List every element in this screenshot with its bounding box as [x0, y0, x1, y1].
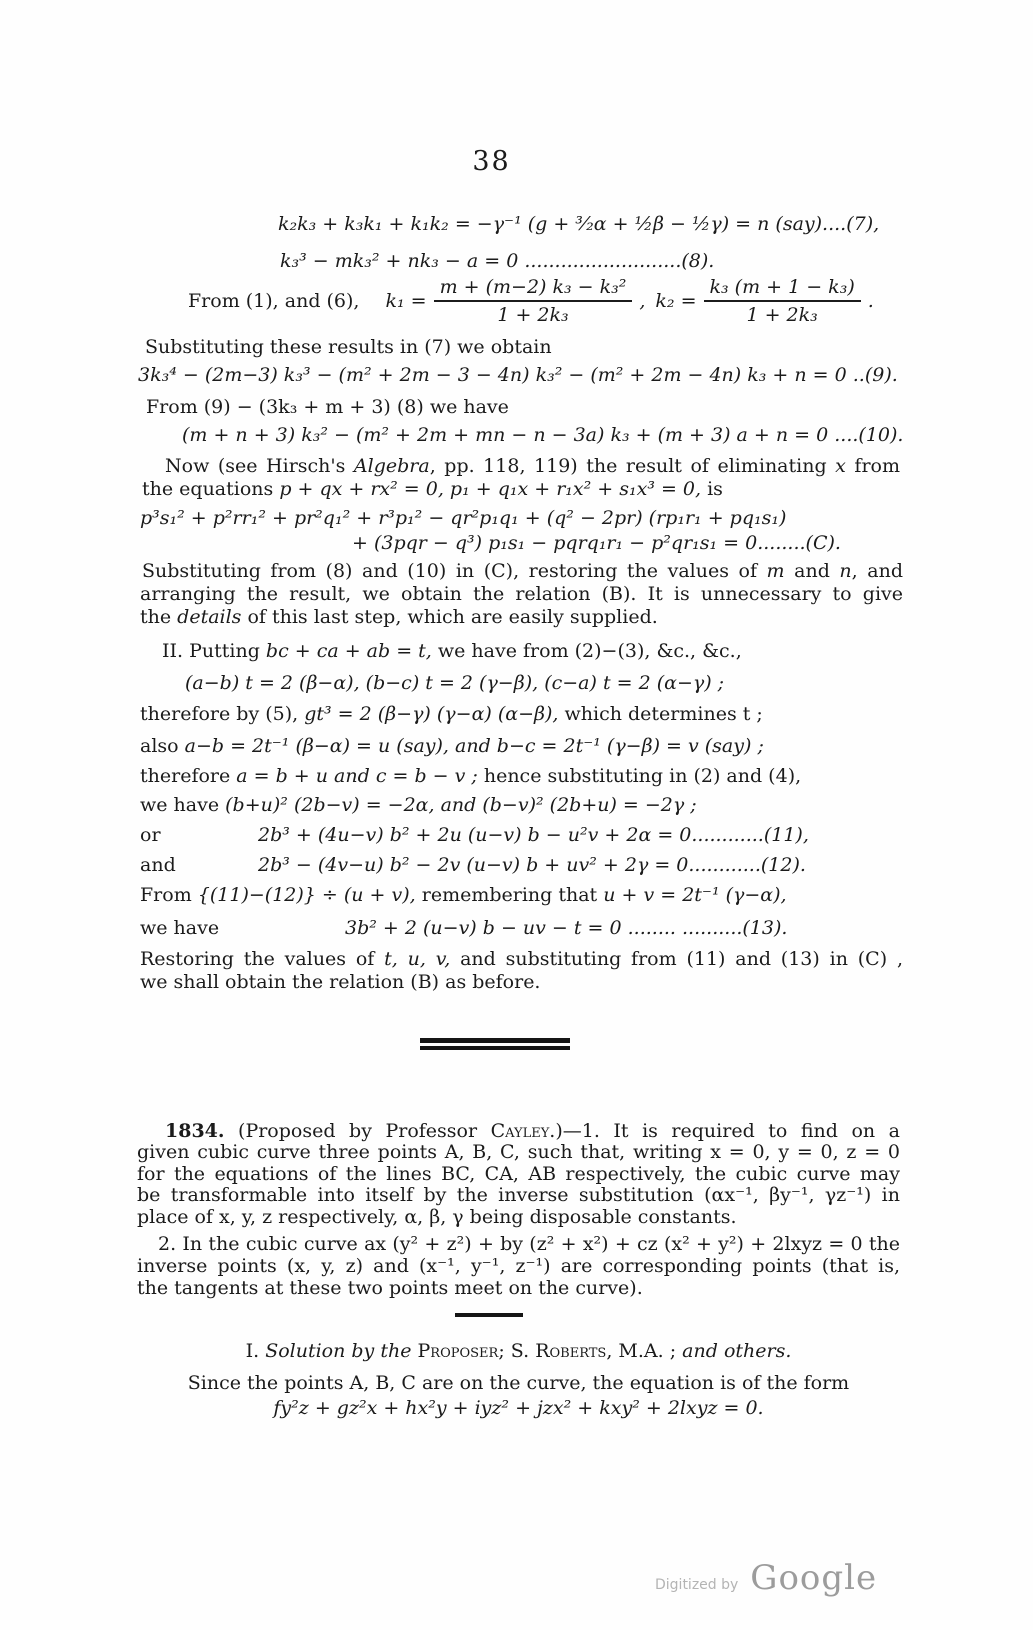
text-segment: we have	[140, 794, 226, 816]
page-number: 38	[472, 146, 511, 177]
text-segment: we have from (2)−(3), &c., &c.,	[431, 640, 742, 662]
k2-fraction	[704, 276, 861, 327]
equation-12: 2b³ − (4v−u) b² − 2v (u−v) b + uv² + 2γ = 0............(12).	[258, 854, 806, 876]
math-segment: p + qx + rx² = 0, p₁ + q₁x + r₁x² + s₁x³ = 0,	[279, 478, 702, 500]
math-segment: (b+u)² (2b−v) = −2α, and (b−v)² (2b+u) = −2γ ;	[225, 794, 697, 816]
text-segment: ;	[663, 1340, 683, 1362]
digitized-watermark	[655, 1558, 877, 1598]
math-segment: a−b = 2t⁻¹ (β−α) = u (say), and b−c = 2t⁻¹ (γ−β) = v (say) ;	[184, 735, 764, 757]
text-segment: and	[784, 560, 840, 582]
single-rule-divider	[455, 1313, 523, 1317]
problem-1834-line3: for the equations of the lines BC, CA, AB respectively, the cubic curve may	[137, 1163, 900, 1185]
text-segment: Substituting from (8) and (10) in (C), restoring the values of	[142, 560, 767, 582]
restoring-line1	[140, 948, 903, 970]
equation-10: (m + n + 3) k₃² − (m² + 2m + mn − n − 3a) k₃ + (m + 3) a + n = 0 ....(10).	[182, 424, 904, 446]
from-11-12-line	[140, 884, 787, 906]
smallcaps-roberts: S. Roberts, M.A.	[510, 1340, 664, 1362]
solution-heading	[137, 1340, 900, 1362]
equation-C-line1: p³s₁² + p²rr₁² + pr²q₁² + r³p₁² − qr²p₁q₁ + (q² − 2pr) (rp₁r₁ + pq₁s₁)	[140, 507, 787, 529]
from-1-6-label: From (1), and (6),	[188, 290, 360, 313]
equation-11: 2b³ + (4u−v) b² + 2u (u−v) b − u²v + 2α = 0............(11),	[258, 824, 809, 846]
paragraph-substituting-line2: arranging the result, we obtain the relation (B). It is unnecessary to give	[140, 583, 903, 605]
text-segment: ;	[498, 1340, 511, 1362]
text-segment: is	[701, 478, 723, 500]
math-segment: {(11)−(12)} ÷ (u + v),	[197, 884, 416, 906]
k2-denominator: 1 + 2k₃	[746, 304, 818, 327]
italic-m: m	[766, 560, 785, 582]
equation-13: 3b² + 2 (u−v) b − uv − t = 0 ........ ..........(13).	[345, 917, 788, 939]
text-substituting-7: Substituting these results in (7) we obtain	[145, 336, 552, 358]
smallcaps-proposer: Proposer	[417, 1340, 499, 1362]
paragraph-substituting-line1	[142, 560, 903, 582]
equation-11-line	[140, 824, 809, 846]
equation-abt: (a−b) t = 2 (β−α), (b−c) t = 2 (γ−β), (c−a) t = 2 (α−γ) ;	[185, 672, 725, 694]
equation-13-line	[140, 917, 787, 939]
paragraph-substituting-line3	[140, 606, 658, 628]
text-segment: , and	[851, 560, 903, 582]
problem-number: 1834.	[165, 1120, 225, 1142]
period: .	[867, 290, 874, 313]
or-label: or	[140, 824, 161, 846]
italic-algebra: Algebra	[353, 455, 430, 477]
solution-since-line: Since the points A, B, C are on the curve, the equation is of the form	[187, 1372, 850, 1394]
italic-x: x	[835, 455, 846, 477]
text-segment: of this last step, which are easily supplied.	[241, 606, 658, 628]
math-segment: t, u, v,	[384, 948, 451, 970]
text-segment: also	[140, 735, 185, 757]
text-segment: , pp. 118, 119) the result of eliminating	[429, 455, 836, 477]
text-segment: therefore	[140, 765, 237, 787]
text-from-9: From (9) − (3k₃ + m + 3) (8) we have	[146, 396, 509, 418]
text-segment: II. Putting	[162, 640, 266, 662]
comma: ,	[639, 290, 646, 313]
text-segment: (Proposed by Professor	[224, 1120, 491, 1142]
text-segment: hence substituting in (2) and (4),	[477, 765, 802, 787]
problem-1834-line4: be transformable into itself by the inverse substitution (αx⁻¹, βy⁻¹, γz⁻¹) in	[137, 1184, 900, 1206]
text-segment: which determines t ;	[558, 703, 763, 725]
equation-12-line	[140, 854, 806, 876]
therefore-substituting-line	[140, 765, 801, 787]
roman-numeral: I.	[245, 1340, 266, 1362]
text-segment: From	[140, 884, 198, 906]
italic-solution-by: Solution by the	[265, 1340, 418, 1362]
equation-k1-k2	[188, 276, 874, 327]
problem-1834-line1	[165, 1120, 900, 1142]
equation-9: 3k₃⁴ − (2m−3) k₃³ − (m² + 2m − 3 − 4n) k₃² − (m² + 2m − 4n) k₃ + n = 0 ..(9).	[138, 364, 898, 386]
text-segment: therefore by (5),	[140, 703, 305, 725]
k2-lhs: k₂ =	[655, 290, 697, 313]
problem-1834-part2-line3: the tangents at these two points meet on the curve).	[137, 1277, 643, 1299]
text-segment: remembering that	[415, 884, 604, 906]
equation-C-line2: + (3pqr − q³) p₁s₁ − pqrq₁r₁ − p²qr₁s₁ = 0........(C).	[352, 532, 841, 554]
equation-8: k₃³ − mk₃² + nk₃ − a = 0 ..........................(8).	[280, 250, 715, 272]
k1-numerator: m + (m−2) k₃ − k₃²	[434, 276, 633, 302]
k1-denominator: 1 + 2k₃	[497, 304, 569, 327]
k1-lhs: k₁ =	[385, 290, 427, 313]
equation-7: k₂k₃ + k₃k₁ + k₁k₂ = −γ⁻¹ (g + ³⁄₂α + ½β − ½γ) = n (say)....(7),	[278, 213, 880, 235]
also-line	[140, 735, 764, 757]
italic-and-others: and others.	[682, 1340, 792, 1362]
problem-1834-line2: given cubic curve three points A, B, C, such that, writing x = 0, y = 0, z = 0	[137, 1141, 900, 1163]
italic-n: n	[839, 560, 852, 582]
text-segment: .)—1. It is required to find on a	[549, 1120, 900, 1142]
math-segment: bc + ca + ab = t,	[265, 640, 432, 662]
paragraph-hirsch-line1	[165, 455, 900, 477]
double-rule-divider	[420, 1038, 570, 1050]
proposer-name: Cayley	[490, 1120, 550, 1142]
digitized-by-text: Digitized by	[655, 1577, 739, 1593]
we-have-line	[140, 794, 697, 816]
text-segment: the	[140, 606, 178, 628]
math-segment: gt³ = 2 (β−γ) (γ−α) (α−β),	[304, 703, 559, 725]
paragraph-hirsch-line2	[142, 478, 723, 500]
text-segment: Restoring the values of	[140, 948, 385, 970]
part-ii-line	[162, 640, 742, 662]
restoring-line2: we shall obtain the relation (B) as before.	[140, 971, 541, 993]
k1-fraction	[434, 276, 633, 327]
italic-details: details	[177, 606, 242, 628]
text-segment: the equations	[142, 478, 280, 500]
solution-equation: fy²z + gz²x + hx²y + iyz² + jzx² + kxy² + 2lxyz = 0.	[273, 1397, 764, 1419]
problem-1834-line5: place of x, y, z respectively, α, β, γ being disposable constants.	[137, 1206, 737, 1228]
text-segment: Now (see Hirsch's	[165, 455, 354, 477]
text-segment: and substituting from (11) and (13) in (C) ,	[450, 948, 903, 970]
math-segment: a = b + u and c = b − v ;	[236, 765, 478, 787]
text-segment: from	[845, 455, 900, 477]
google-logo: Google	[750, 1558, 878, 1598]
k2-numerator: k₃ (m + 1 − k₃)	[704, 276, 861, 302]
therefore-by-5-line	[140, 703, 763, 725]
and-label: and	[140, 854, 176, 876]
we-have-label: we have	[140, 917, 220, 939]
problem-1834-part2-line2: inverse points (x, y, z) and (x⁻¹, y⁻¹, z⁻¹) are corresponding points (that is,	[137, 1255, 900, 1277]
problem-1834-part2-line1: 2. In the cubic curve ax (y² + z²) + by (z² + x²) + cz (x² + y²) + 2lxyz = 0 the	[158, 1233, 900, 1255]
math-segment: u + v = 2t⁻¹ (γ−α),	[603, 884, 787, 906]
